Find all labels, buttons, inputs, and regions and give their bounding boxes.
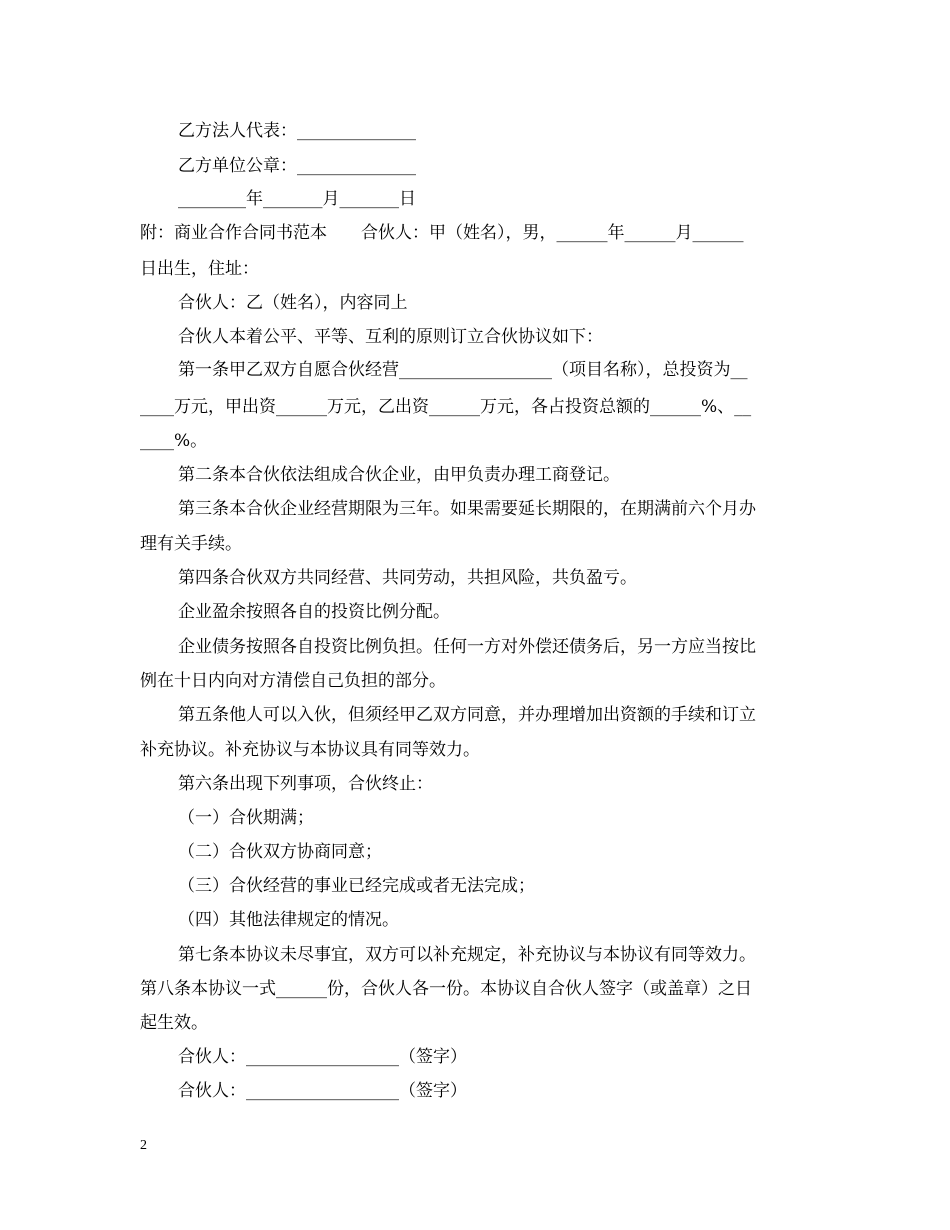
- text-line: 合伙人：乙（姓名），内容同上: [178, 293, 408, 313]
- text-line: 第一条甲乙双方自愿合伙经营__________________（项目名称），总投资为__: [178, 360, 748, 380]
- text-line: 第二条本合伙依法组成合伙企业，由甲负责办理工商登记。: [178, 465, 620, 485]
- text-line: 日出生，住址：: [140, 259, 259, 279]
- text-line: 起生效。: [140, 1013, 208, 1033]
- text-line: 第五条他人可以入伙，但须经甲乙双方同意，并办理增加出资额的手续和订立: [178, 705, 756, 725]
- signature-line: 合伙人：__________________（签字）: [178, 1081, 467, 1101]
- text-line: 乙方法人代表：______________: [178, 121, 416, 141]
- text-line: ____%。: [140, 431, 208, 451]
- text-line: ________年_______月_______日: [178, 189, 416, 209]
- signature-line: 合伙人：__________________（签字）: [178, 1047, 467, 1067]
- text-line: （四）其他法律规定的情况。: [178, 910, 399, 930]
- text-line: 第八条本协议一式______份，合伙人各一份。本协议自合伙人签字（或盖章）之日: [140, 979, 752, 999]
- page-number: 2: [140, 1138, 147, 1153]
- text-line: 第四条合伙双方共同经营、共同劳动，共担风险，共负盈亏。: [178, 568, 637, 588]
- text-line: 附：商业合作合同书范本 合伙人：甲（姓名），男，______年______月______: [140, 223, 744, 243]
- text-line: 第六条出现下列事项，合伙终止：: [178, 774, 433, 794]
- text-line: ____万元，甲出资______万元，乙出资______万元，各占投资总额的______%、__: [140, 397, 752, 417]
- text-line: 合伙人本着公平、平等、互利的原则订立合伙协议如下：: [178, 327, 603, 347]
- text-line: 例在十日内向对方清偿自己负担的部分。: [140, 671, 446, 691]
- text-line: 企业盈余按照各自的投资比例分配。: [178, 602, 450, 622]
- text-line: 乙方单位公章：______________: [178, 156, 416, 176]
- text-line: 第三条本合伙企业经营期限为三年。如果需要延长期限的，在期满前六个月办: [178, 499, 756, 519]
- text-line: 补充协议。补充协议与本协议具有同等效力。: [140, 740, 480, 760]
- text-line: 第七条本协议未尽事宜，双方可以补充规定，补充协议与本协议有同等效力。: [178, 945, 756, 965]
- text-line: （二）合伙双方协商同意；: [178, 842, 382, 862]
- text-line: （三）合伙经营的事业已经完成或者无法完成；: [178, 876, 535, 896]
- text-line: 企业债务按照各自投资比例负担。任何一方对外偿还债务后，另一方应当按比: [178, 637, 756, 657]
- text-line: 理有关手续。: [140, 534, 242, 554]
- text-line: （一）合伙期满；: [178, 808, 314, 828]
